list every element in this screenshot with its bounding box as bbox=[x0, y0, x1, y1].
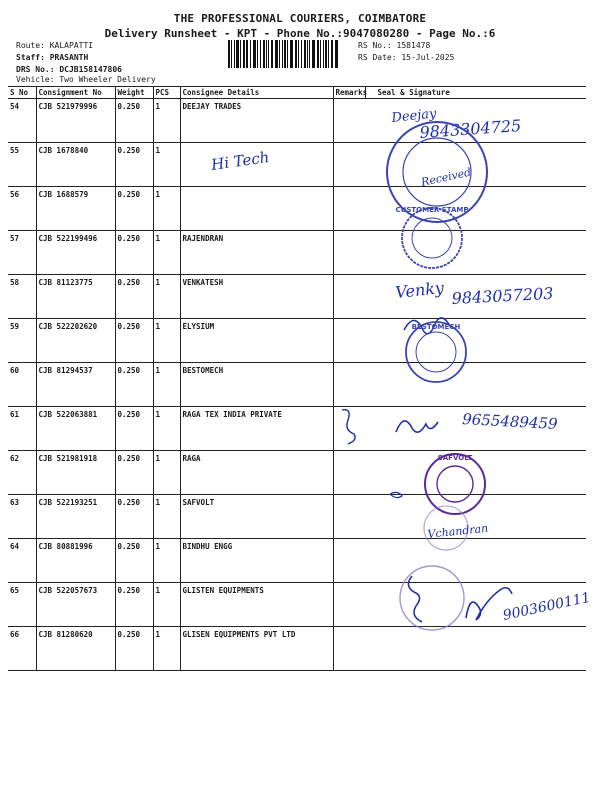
cell-consignee: BESTOMECH bbox=[180, 363, 333, 407]
header-sno: S No bbox=[8, 87, 36, 99]
cell-sno: 54 bbox=[8, 99, 36, 143]
cell-consignee: BINDHU ENGG bbox=[180, 539, 333, 583]
barcode-bar bbox=[331, 40, 333, 68]
cell-consignee: ELYSIUM bbox=[180, 319, 333, 363]
header-consignee: Consignee Details bbox=[180, 87, 333, 99]
cell-consignee: GLISEN EQUIPMENTS PVT LTD bbox=[180, 627, 333, 671]
cell-signature bbox=[365, 583, 586, 627]
cell-signature bbox=[365, 319, 586, 363]
barcode-bar bbox=[271, 40, 273, 68]
handwritten-venky-phone: 9843057203 bbox=[451, 283, 554, 308]
barcode-bar bbox=[312, 40, 315, 68]
cell-remarks bbox=[333, 143, 365, 187]
barcode-bar bbox=[257, 40, 258, 68]
drs-line: DRS No.: DCJB158147806 bbox=[16, 65, 122, 74]
cell-weight: 0.250 bbox=[115, 231, 153, 275]
cell-pcs: 1 bbox=[153, 187, 180, 231]
cell-sno: 61 bbox=[8, 407, 36, 451]
cell-weight: 0.250 bbox=[115, 407, 153, 451]
cell-weight: 0.250 bbox=[115, 143, 153, 187]
cell-weight: 0.250 bbox=[115, 275, 153, 319]
header-pcs: PCS bbox=[153, 87, 180, 99]
cell-consignee: VENKATESH bbox=[180, 275, 333, 319]
barcode-bar bbox=[284, 40, 286, 68]
table-row bbox=[8, 627, 586, 671]
cell-pcs: 1 bbox=[153, 319, 180, 363]
vehicle-value: Two Wheeler Delivery bbox=[59, 75, 156, 84]
cell-remarks bbox=[333, 539, 365, 583]
handwritten-phone-62: 9655489459 bbox=[461, 410, 559, 433]
barcode-bar bbox=[263, 40, 265, 68]
cell-consignment: CJB 81123775 bbox=[36, 275, 115, 319]
cell-signature bbox=[365, 451, 586, 495]
stamp-text-bestomech: BESTOMECH bbox=[411, 323, 461, 331]
cell-pcs: 1 bbox=[153, 275, 180, 319]
cell-weight: 0.250 bbox=[115, 627, 153, 671]
barcode-bar bbox=[243, 40, 245, 68]
barcode-bar bbox=[260, 40, 261, 68]
cell-weight: 0.250 bbox=[115, 319, 153, 363]
table-row bbox=[8, 99, 586, 143]
barcode-bar bbox=[290, 40, 293, 68]
cell-pcs: 1 bbox=[153, 363, 180, 407]
header-consignment: Consignment No bbox=[36, 87, 115, 99]
cell-sno: 57 bbox=[8, 231, 36, 275]
runsheet-subtitle: Delivery Runsheet - KPT - Phone No.:9047080280 - Page No.:6 bbox=[104, 27, 496, 40]
barcode-bar bbox=[253, 40, 256, 68]
cell-sno: 63 bbox=[8, 495, 36, 539]
route-value: KALAPATTI bbox=[49, 41, 94, 50]
table-header-row bbox=[8, 87, 586, 99]
cell-weight: 0.250 bbox=[115, 99, 153, 143]
header-remarks: Remarks bbox=[333, 87, 365, 99]
cell-signature bbox=[365, 187, 586, 231]
cell-remarks bbox=[333, 319, 365, 363]
handwritten-name-64: Vchandran bbox=[426, 521, 489, 541]
barcode-bar bbox=[266, 40, 267, 68]
cell-weight: 0.250 bbox=[115, 583, 153, 627]
barcode-bar bbox=[328, 40, 329, 68]
stamp-text-customer: CUSTOMER STAMP bbox=[395, 206, 469, 214]
cell-weight: 0.250 bbox=[115, 187, 153, 231]
cell-remarks bbox=[333, 231, 365, 275]
header-seal: Seal & Signature bbox=[365, 87, 586, 99]
table-row bbox=[8, 407, 586, 451]
route-line: Route: KALAPATTI bbox=[16, 41, 94, 50]
cell-weight: 0.250 bbox=[115, 451, 153, 495]
cell-consignment: CJB 1688579 bbox=[36, 187, 115, 231]
table-row bbox=[8, 495, 586, 539]
cell-signature bbox=[365, 627, 586, 671]
cell-sno: 60 bbox=[8, 363, 36, 407]
cell-remarks bbox=[333, 187, 365, 231]
table-row bbox=[8, 143, 586, 187]
header-weight: Weight bbox=[115, 87, 153, 99]
cell-sno: 59 bbox=[8, 319, 36, 363]
barcode-bar bbox=[279, 40, 280, 68]
cell-consignment: CJB 522202620 bbox=[36, 319, 115, 363]
cell-weight: 0.250 bbox=[115, 495, 153, 539]
cell-consignment: CJB 521979996 bbox=[36, 99, 115, 143]
table-row bbox=[8, 539, 586, 583]
cell-consignment: CJB 80881996 bbox=[36, 539, 115, 583]
rs-no-value: 1581478 bbox=[396, 41, 431, 50]
cell-pcs: 1 bbox=[153, 231, 180, 275]
table-row bbox=[8, 451, 586, 495]
cell-consignment: CJB 522193251 bbox=[36, 495, 115, 539]
barcode-bar bbox=[335, 40, 338, 68]
cell-pcs: 1 bbox=[153, 495, 180, 539]
cell-signature bbox=[365, 407, 586, 451]
cell-remarks bbox=[333, 363, 365, 407]
barcode-bar bbox=[268, 40, 269, 68]
cell-sno: 58 bbox=[8, 275, 36, 319]
cell-consignee: DEEJAY TRADES bbox=[180, 99, 333, 143]
barcode-bar bbox=[250, 40, 251, 68]
barcode-bar bbox=[240, 40, 241, 68]
stamp-text-safvolt: SAFVOLT bbox=[437, 454, 473, 462]
cell-consignment: CJB 1678840 bbox=[36, 143, 115, 187]
barcode-bar bbox=[231, 40, 232, 68]
cell-consignee: RAJENDRAN bbox=[180, 231, 333, 275]
barcode-bar bbox=[228, 40, 230, 68]
table-row bbox=[8, 231, 586, 275]
cell-pcs: 1 bbox=[153, 583, 180, 627]
table-row bbox=[8, 275, 586, 319]
cell-sno: 62 bbox=[8, 451, 36, 495]
cell-consignee: GLISTEN EQUIPMENTS bbox=[180, 583, 333, 627]
cell-pcs: 1 bbox=[153, 451, 180, 495]
cell-sno: 56 bbox=[8, 187, 36, 231]
cell-remarks bbox=[333, 583, 365, 627]
barcode-bar bbox=[282, 40, 283, 68]
cell-sno: 66 bbox=[8, 627, 36, 671]
staff-value: PRASANTH bbox=[49, 53, 89, 62]
barcode-bar bbox=[320, 40, 321, 68]
cell-consignment: CJB 81280620 bbox=[36, 627, 115, 671]
barcode-bar bbox=[234, 40, 235, 68]
cell-signature bbox=[365, 495, 586, 539]
cell-signature bbox=[365, 363, 586, 407]
cell-signature bbox=[365, 231, 586, 275]
cell-signature bbox=[365, 143, 586, 187]
cell-weight: 0.250 bbox=[115, 539, 153, 583]
barcode bbox=[228, 40, 352, 68]
cell-sno: 65 bbox=[8, 583, 36, 627]
cell-remarks bbox=[333, 627, 365, 671]
cell-consignment: CJB 521981918 bbox=[36, 451, 115, 495]
barcode-bar bbox=[325, 40, 327, 68]
runsheet-table bbox=[8, 86, 586, 671]
table-row bbox=[8, 583, 586, 627]
handwritten-hitech: Hi Tech bbox=[210, 148, 271, 174]
cell-consignee: RAGA TEX INDIA PRIVATE bbox=[180, 407, 333, 451]
cell-consignee bbox=[180, 143, 333, 187]
cell-signature bbox=[365, 539, 586, 583]
rs-date-line: RS Date: 15-Jul-2025 bbox=[358, 53, 455, 62]
cell-remarks bbox=[333, 495, 365, 539]
barcode-bar bbox=[323, 40, 324, 68]
barcode-bar bbox=[307, 40, 308, 68]
table-row bbox=[8, 187, 586, 231]
barcode-bar bbox=[304, 40, 306, 68]
company-name: THE PROFESSIONAL COURIERS, COIMBATORE bbox=[173, 12, 427, 25]
cell-consignment: CJB 522063881 bbox=[36, 407, 115, 451]
cell-consignment: CJB 522057673 bbox=[36, 583, 115, 627]
cell-sno: 64 bbox=[8, 539, 36, 583]
rs-date-value: 15-Jul-2025 bbox=[401, 53, 455, 62]
handwritten-phone: 9843304725 bbox=[418, 115, 522, 142]
cell-pcs: 1 bbox=[153, 407, 180, 451]
cell-remarks bbox=[333, 275, 365, 319]
barcode-bar bbox=[246, 40, 248, 68]
cell-remarks bbox=[333, 99, 365, 143]
cell-remarks bbox=[333, 451, 365, 495]
cell-consignee: RAGA bbox=[180, 451, 333, 495]
cell-pcs: 1 bbox=[153, 627, 180, 671]
vehicle-line: Vehicle: Two Wheeler Delivery bbox=[16, 75, 156, 84]
cell-pcs: 1 bbox=[153, 99, 180, 143]
table-row bbox=[8, 363, 586, 407]
rs-no-line: RS No.: 1581478 bbox=[358, 41, 431, 50]
cell-remarks bbox=[333, 407, 365, 451]
cell-consignment: CJB 522199496 bbox=[36, 231, 115, 275]
cell-pcs: 1 bbox=[153, 539, 180, 583]
cell-consignment: CJB 81294537 bbox=[36, 363, 115, 407]
handwritten-venky: Venky bbox=[394, 278, 445, 302]
barcode-bar bbox=[236, 40, 239, 68]
staff-line: Staff: PRASANTH bbox=[16, 53, 89, 62]
table-row bbox=[8, 319, 586, 363]
cell-signature bbox=[365, 275, 586, 319]
barcode-bar bbox=[317, 40, 319, 68]
handwritten-phone-66: 9003600111 bbox=[501, 589, 592, 624]
cell-weight: 0.250 bbox=[115, 363, 153, 407]
handwritten-received: Received bbox=[419, 165, 473, 189]
cell-pcs: 1 bbox=[153, 143, 180, 187]
cell-signature bbox=[365, 99, 586, 143]
barcode-bar bbox=[295, 40, 297, 68]
barcode-bar bbox=[298, 40, 299, 68]
barcode-bar bbox=[275, 40, 278, 68]
cell-sno: 55 bbox=[8, 143, 36, 187]
cell-consignee: SAFVOLT bbox=[180, 495, 333, 539]
cell-consignee bbox=[180, 187, 333, 231]
drs-value: DCJB158147806 bbox=[59, 65, 122, 74]
barcode-bar bbox=[301, 40, 302, 68]
barcode-bar bbox=[287, 40, 288, 68]
handwritten-name: Deejay bbox=[390, 106, 438, 126]
barcode-bar bbox=[309, 40, 310, 68]
